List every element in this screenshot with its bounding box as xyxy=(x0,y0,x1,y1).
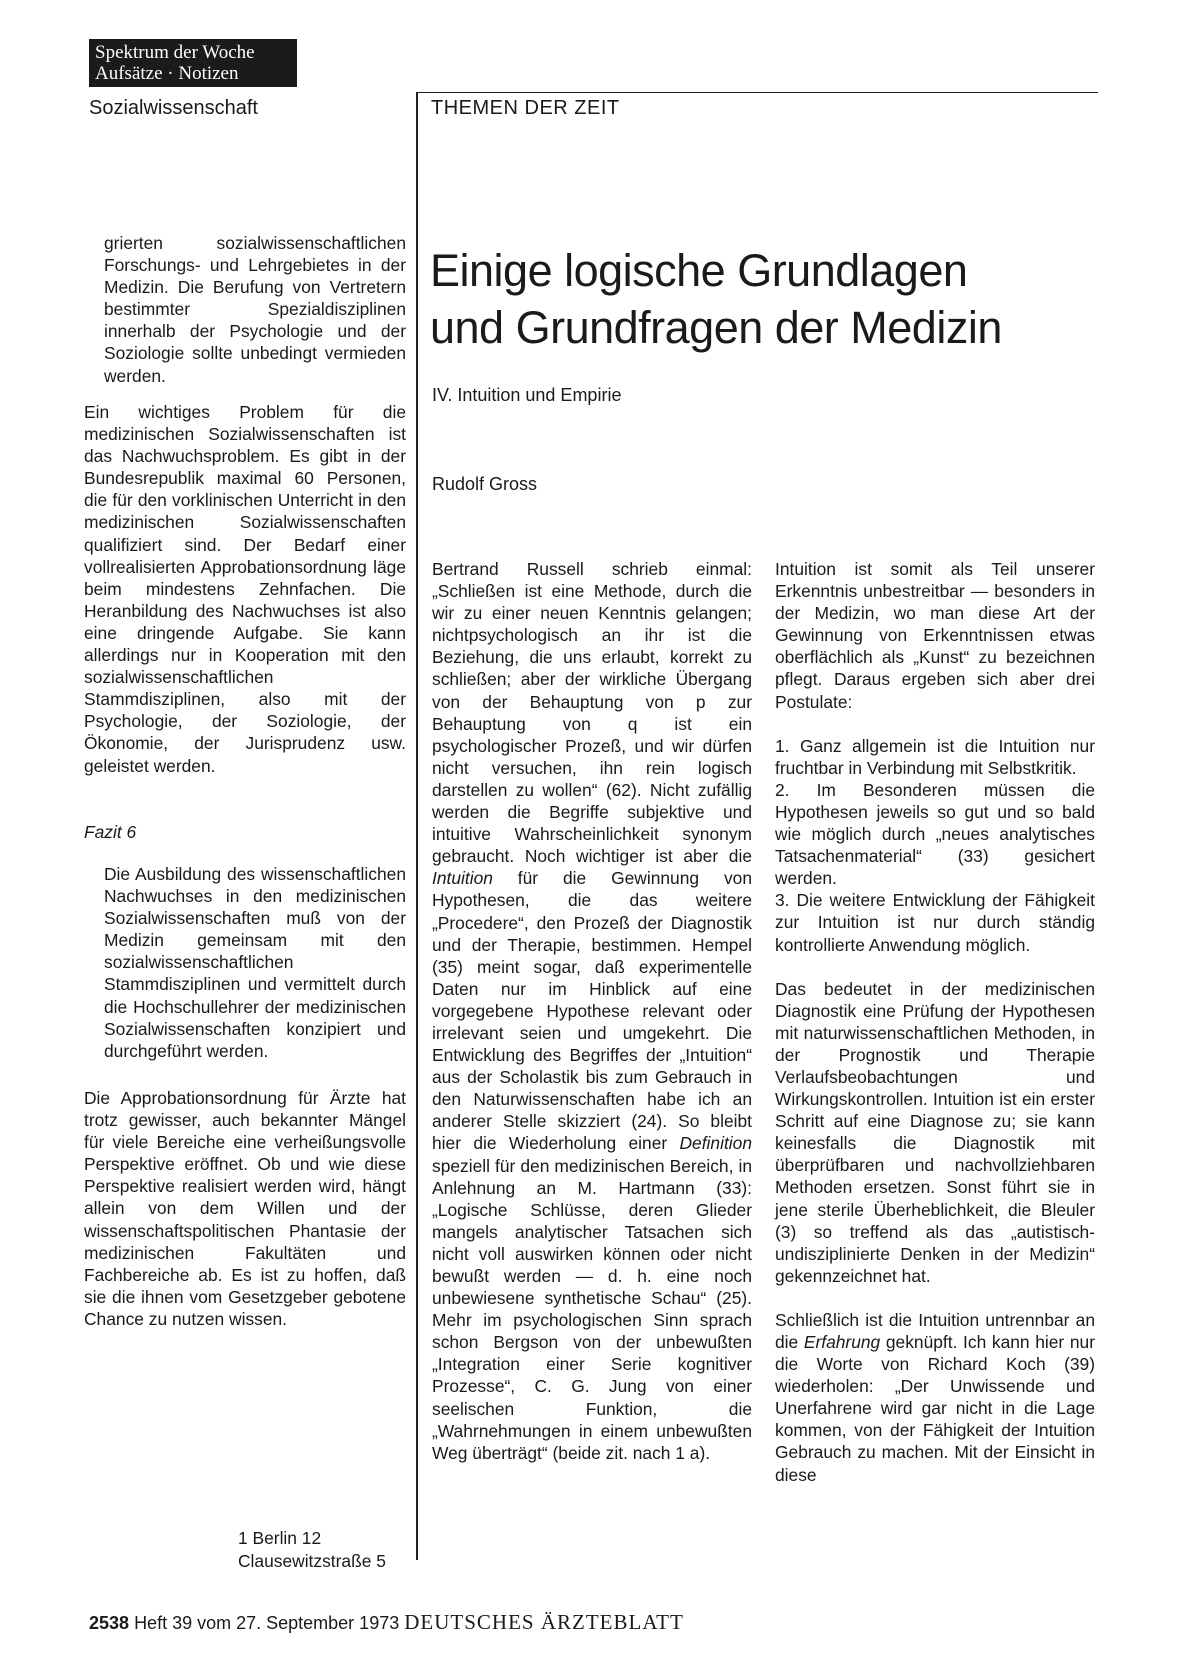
postulate-1: 1. Ganz allgemein ist die Intuition nur fruchtbar in Verbindung mit Selbstkritik. xyxy=(775,735,1095,778)
postulate-3: 3. Die weitere Entwicklung der Fähigkeit zur Intuition ist nur durch ständig kontrollierte Anwendung möglich. xyxy=(775,890,1095,955)
left-column-body xyxy=(84,401,406,777)
masthead-line-1: Spektrum der Woche xyxy=(95,42,255,63)
left-column xyxy=(84,232,406,387)
middle-text-b: für die Gewinnung von Hypothesen, die das weitere „Procedere“, den Prozeß der Diagnostik und der Therapie, bestimmen. Hempel (35) meint sogar, daß experimentelle Daten nur im Hinblick auf eine vorgegebene Hypothese relevant oder irrelevant seien und umgekehrt. Die Entwicklung des Begriffes der „Intuition“ aus der Scholastik bis zum Gebrauch in den Naturwissenschaften habe ich an anderer Stelle skizziert (24). So bleibt hier die Wiederholung einer xyxy=(432,868,752,1154)
section-label-right: THEMEN DER ZEIT xyxy=(431,97,620,119)
author-address xyxy=(238,1527,386,1573)
header-rule xyxy=(418,92,1098,93)
article-author: Rudolf Gross xyxy=(432,474,538,494)
right-paragraph-1: Intuition ist somit als Teil unserer Erkenntnis unbestreitbar — besonders in der Medizin, wo man diese Art der Gewinnung von Erkenntnissen etwas oberflächlich als „Kunst“ zu bezeichnen pflegt. Daraus ergeben sich aber drei Postulate: xyxy=(775,559,1095,712)
page-footer xyxy=(89,1610,684,1635)
right-paragraph-2: Das bedeutet in der medizinischen Diagnostik eine Prüfung der Hypothesen mit naturwissenschaftlichen Methoden, in der Prognostik und Therapie Verlaufsbeobachtungen und Wirkungskontrollen. Intuition ist ein erster Schritt auf eine Diagnose zu; sie kann keinesfalls die Diagnostik mit überprüfbaren und nachvollziehbaren Methoden ersetzen. Sonst führt sie in jene sterile Überheblichkeit, die Bleuler (3) so treffend als das „autistisch-undisziplinierte Denken in der Medizin“ gekennzeichnet hat. xyxy=(775,978,1095,1286)
section-label-left: Sozialwissenschaft xyxy=(89,97,258,119)
right-text-a: Schließlich ist die Intuition untrennbar an die xyxy=(775,1309,1095,1352)
left-paragraph-2: Ein wichtiges Problem für die medizinischen Sozialwissenschaften ist das Nachwuchsproblem. Es gibt in der Bundesrepublik maximal 60 Personen, die für den vorklinischen Unterricht in den medizinischen Sozialwissenschaften qualifiziert sind. Der Bedarf einer vollrealisierten Approbationsordnung läge beim mindestens Zehnfachen. Die Heranbildung des Nachwuchses ist also eine dringende Aufgabe. Sie kann allerdings nur in Kooperation mit den sozialwissenschaftlichen Stammdisziplinen, also mit der Psychologie, der Soziologie, der Ökonomie, der Jurisprudenz usw. geleistet werden. xyxy=(84,402,406,776)
title-line-1: Einige logische Grundlagen xyxy=(430,245,968,296)
column-divider xyxy=(416,92,418,1560)
middle-text-c: speziell für den medizinischen Bereich, in Anlehnung an M. Hartmann (33): „Logische Schlüsse, deren Glieder mangels analytischer Tatsachen sich nicht voll auswirken können oder nicht bewußt werden — d. h. eine noch unbewiesene synthetische Schau“ (25). Mehr im psychologischen Sinn sprach schon Bergson von der unbewußten „Integration einer Serie kognitiver Prozesse“, C. G. Jung von einer seelischen Funktion, die „Wahrnehmungen in einem unbewußten Weg überträgt“ (beide zit. nach 1 a). xyxy=(432,1155,752,1463)
right-column xyxy=(775,558,1095,1486)
page-number: 2538 xyxy=(89,1613,130,1633)
address-line-1: 1 Berlin 12 xyxy=(238,1528,322,1548)
fazit-label: Fazit 6 xyxy=(84,822,137,842)
article-subtitle: IV. Intuition und Empirie xyxy=(432,385,622,405)
masthead xyxy=(89,39,297,87)
middle-column xyxy=(432,558,752,1464)
postulate-2: 2. Im Besonderen müssen die Hypothesen jeweils so gut und so bald wie möglich durch „neues analytisches Tatsachenmaterial“ (33) gesichert werden. xyxy=(775,779,1095,889)
right-text-b: geknüpft. Ich kann hier nur die Worte von Richard Koch (39) wiederholen: „Der Unwissende und Unerfahrene wird gar nicht in die Lage kommen, von der Fähigkeit der Intuition Gebrauch zu machen. Mit der Einsicht in diese xyxy=(775,1332,1095,1485)
left-paragraph-1: grierten sozialwissenschaftlichen Forschungs- und Lehrgebietes in der Medizin. Die Berufung von Vertretern bestimmter Spezialdisziplinen innerhalb der Psychologie und der Soziologie sollte unbedingt vermieden werden. xyxy=(104,233,406,386)
masthead-line-2: Aufsätze · Notizen xyxy=(95,63,239,84)
article-title xyxy=(430,242,1090,356)
middle-paragraph-1 xyxy=(432,558,752,1464)
left-closing xyxy=(84,1087,406,1330)
fazit-text: Die Ausbildung des wissenschaftlichen Nachwuchses in den medizinischen Sozialwissenschaften muß von der Medizin gemeinsam mit den sozialwissenschaftlichen Stammdisziplinen und vermittelt durch die Hochschullehrer der medizinischen Sozialwissenschaften konzipiert und durchgeführt werden. xyxy=(104,864,406,1061)
fazit-box xyxy=(84,863,406,1062)
issue-info: Heft 39 vom 27. September 1973 xyxy=(134,1613,400,1633)
fazit-section xyxy=(84,821,406,843)
journal-name: DEUTSCHES ÄRZTEBLATT xyxy=(404,1610,684,1634)
right-paragraph-3 xyxy=(775,1309,1095,1486)
address-line-2: Clausewitzstraße 5 xyxy=(238,1551,386,1571)
left-paragraph-3: Die Approbationsordnung für Ärzte hat trotz gewisser, auch bekannter Mängel für viele Bereiche eine verheißungsvolle Perspektive eröffnet. Ob und wie diese Perspektive realisiert werden wird, hängt allein von dem Willen und der wissenschaftspolitischen Phantasie der medizinischen Fakultäten und Fachbereiche ab. Es ist zu hoffen, daß sie die ihnen vom Gesetzgeber gebotene Chance zu nutzen wissen. xyxy=(84,1088,406,1329)
middle-emphasis-definition: Definition xyxy=(679,1133,752,1154)
title-line-2: und Grundfragen der Medizin xyxy=(430,302,1002,353)
middle-text-a: Bertrand Russell schrieb einmal: „Schließen ist eine Methode, durch die wir zu einer neuen Kenntnis gelangen; nichtpsychologisch an ihr ist die Beziehung, die uns erlaubt, korrekt zu schließen; aber der wirkliche Übergang von der Behauptung von p zur Behauptung von q ist ein psychologischer Prozeß, und wir dürfen nicht versuchen, ihn rein logisch darstellen zu wollen“ (62). Nicht zufällig werden die Begriffe subjektive und intuitive Wahrscheinlichkeit synonym gebraucht. Noch wichtiger ist aber die xyxy=(432,559,752,867)
middle-emphasis-intuition: Intuition xyxy=(432,868,493,889)
right-emphasis-erfahrung: Erfahrung xyxy=(803,1332,881,1352)
